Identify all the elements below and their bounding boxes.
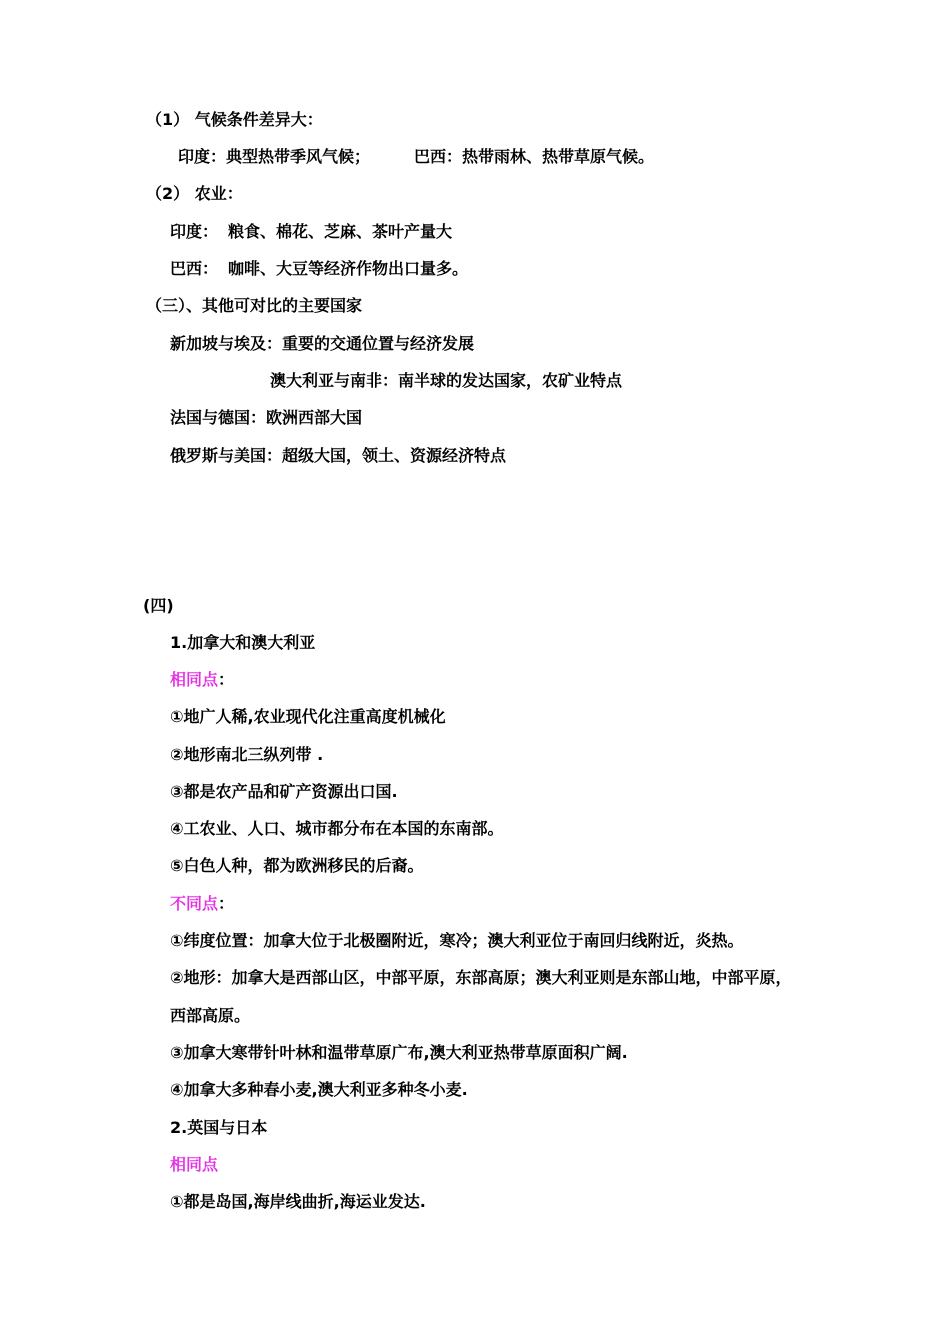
same-points-2-label: 相同点	[170, 1155, 219, 1174]
section-3-item: 法国与德国：欧洲西部大国	[170, 408, 363, 427]
brazil-climate: 巴西：热带雨林、热带草原气候。	[414, 147, 655, 166]
diff-point-item: 西部高原。	[170, 1006, 251, 1025]
india-agri-text: 粮食、棉花、芝麻、茶叶产量大	[228, 222, 453, 241]
item-2-heading: （2） 农业：	[146, 184, 243, 203]
section-4-heading: (四)	[143, 596, 174, 615]
sub-1-title: 1.加拿大和澳大利亚	[170, 633, 316, 652]
diff-point-item: ①纬度位置：加拿大位于北极圈附近，寒冷；澳大利亚位于南回归线附近，炎热。	[170, 931, 744, 950]
section-3-item: 俄罗斯与美国：超级大国，领土、资源经济特点	[170, 446, 507, 465]
same-point-item: ⑤白色人种，都为欧洲移民的后裔。	[170, 856, 424, 875]
section-3-heading: （三）、其他可对比的主要国家	[146, 296, 363, 315]
same-point-item: ③都是农产品和矿产资源出口国.	[170, 782, 398, 801]
same-points-heading	[170, 670, 234, 690]
same-point-item: ①地广人稀,农业现代化注重高度机械化	[170, 707, 446, 726]
brazil-agri-label: 巴西：	[170, 259, 219, 278]
diff-point-item: ④加拿大多种春小麦,澳大利亚多种冬小麦.	[170, 1080, 468, 1099]
same-point-item: ②地形南北三纵列带 .	[170, 745, 324, 764]
sub-2-title: 2.英国与日本	[170, 1118, 268, 1137]
same-points-label: 相同点	[170, 670, 219, 689]
same-point-item: ④工农业、人口、城市都分布在本国的东南部。	[170, 819, 504, 838]
same-points-colon: ：	[218, 670, 235, 689]
section-3-item: 澳大利亚与南非：南半球的发达国家，农矿业特点	[270, 371, 623, 390]
india-agri-label: 印度：	[170, 222, 219, 241]
india-climate: 印度：典型热带季风气候；	[178, 147, 371, 166]
diff-points-colon: ：	[218, 894, 235, 913]
diff-points-label: 不同点	[170, 894, 219, 913]
item-1-heading: （1） 气候条件差异大：	[146, 110, 323, 129]
diff-points-heading	[170, 894, 234, 914]
brazil-agri-text: 咖啡、大豆等经济作物出口量多。	[228, 259, 469, 278]
diff-point-item: ③加拿大寒带针叶林和温带草原广布,澳大利亚热带草原面积广阔.	[170, 1043, 628, 1062]
section-3-item: 新加坡与埃及：重要的交通位置与经济发展	[170, 334, 475, 353]
diff-point-item: ②地形：加拿大是西部山区，中部平原，东部高原；澳大利亚则是东部山地，中部平原，	[170, 968, 792, 987]
same-point-2-item: ①都是岛国,海岸线曲折,海运业发达.	[170, 1192, 426, 1211]
